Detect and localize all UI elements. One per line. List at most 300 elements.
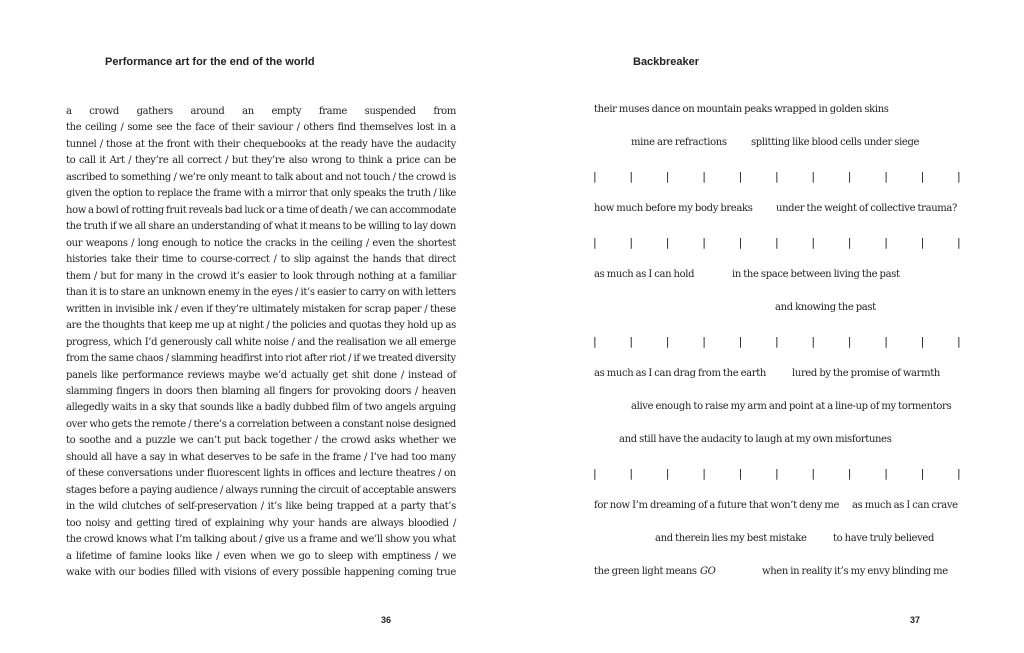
prose-word: lecture [359, 468, 393, 480]
prose-word: in [139, 402, 149, 414]
prose-word: death [320, 204, 348, 216]
prose-word: film [331, 402, 351, 414]
poem-text: their muses dance on mountain peaks wrapped in golden skins [594, 104, 889, 115]
prose-word: the [272, 320, 288, 332]
prose-word: how [66, 204, 86, 216]
prose-word: to [279, 270, 290, 282]
prose-word: show [385, 534, 410, 546]
prose-word: look [292, 270, 313, 282]
prose-word: like [194, 550, 212, 562]
prose-word: scrap [364, 303, 391, 315]
prose-word: the [300, 484, 316, 496]
prose-word: progress, [66, 336, 111, 348]
prose-line [66, 499, 456, 515]
prose-word: and [114, 435, 133, 447]
prose-word: we [118, 221, 133, 233]
prose-word: arguing [418, 402, 456, 414]
prose-poem [66, 104, 456, 582]
prose-word: filled [172, 567, 197, 579]
prose-word: if [206, 303, 213, 315]
prose-word: the [78, 501, 95, 513]
prose-word: what [149, 534, 173, 546]
prose-word: on [444, 468, 456, 480]
prose-line [66, 368, 456, 384]
prose-word: think [358, 155, 383, 167]
separator-bar: | [811, 335, 815, 348]
prose-word: for [119, 270, 134, 282]
prose-word: of [259, 567, 269, 579]
prose-word: are [351, 517, 367, 529]
prose-word: me [194, 320, 210, 332]
prose-word: at [377, 501, 388, 513]
prose-word: to [314, 550, 324, 562]
separator-bar: | [738, 335, 742, 348]
prose-word: what [432, 534, 456, 546]
prose-word: in [153, 385, 163, 397]
prose-word: we [442, 435, 456, 447]
prose-word: to [66, 435, 76, 447]
separator-bar: | [702, 170, 706, 183]
prose-word: bloodied [407, 517, 449, 529]
prose-word: to [109, 287, 119, 299]
prose-word: a [278, 204, 285, 216]
prose-word: all [263, 385, 276, 397]
separator-bar: | [702, 467, 706, 480]
prose-word: meant [230, 171, 261, 183]
prose-word: some [127, 122, 153, 134]
prose-word: wake [66, 567, 92, 579]
prose-word: heaven [421, 385, 456, 397]
prose-word: / [438, 468, 442, 480]
prose-word: a [88, 204, 94, 216]
poem-line [594, 401, 958, 417]
prose-word: have [370, 138, 394, 150]
prose-word: generously [159, 336, 213, 348]
prose-word: around [190, 106, 225, 117]
prose-line [66, 269, 456, 285]
prose-word: / [434, 550, 438, 562]
prose-word: conversations [106, 468, 173, 480]
prose-word: given [66, 188, 92, 200]
prose-line [66, 351, 456, 367]
prose-word: same [108, 353, 134, 365]
prose-word: it’s [267, 501, 282, 513]
poem-text: mine are refractions [631, 137, 727, 148]
separator-bar: | [884, 236, 888, 249]
prose-word: over [66, 418, 87, 430]
prose-word: clutches [121, 501, 162, 513]
prose-word: we [179, 435, 194, 447]
prose-word: crowd [416, 171, 446, 183]
separator-bar: | [775, 335, 779, 348]
prose-word: ultimately [251, 303, 300, 315]
prose-word: we [354, 204, 369, 216]
separator-bar: | [884, 335, 888, 348]
prose-word: / [273, 254, 277, 266]
prose-word: the [66, 122, 82, 134]
prose-word: truth [83, 221, 108, 233]
prose-word: on [387, 287, 400, 299]
prose-word: in [168, 451, 178, 463]
prose-word: the [317, 336, 334, 348]
prose-word: sounds [200, 402, 234, 414]
separator-bar: | [593, 170, 597, 183]
prose-line [66, 516, 456, 532]
prose-word: like [236, 402, 254, 414]
separator-bar: | [847, 236, 852, 249]
prose-word: of [309, 204, 319, 216]
prose-word: option [112, 188, 143, 200]
prose-word: emptiness [382, 550, 431, 562]
prose-word: / [364, 451, 368, 463]
poem-text: splitting like blood cells under siege [751, 137, 920, 148]
prose-word: a [140, 451, 147, 463]
prose-line [66, 153, 456, 169]
prose-word: at [397, 270, 407, 282]
prose-word: a [256, 402, 262, 414]
prose-word: we’ll [360, 534, 383, 546]
prose-word: a [267, 188, 274, 200]
prose-word: and [325, 171, 343, 183]
prose-line [66, 466, 456, 482]
prose-word: / [433, 188, 437, 200]
prose-word: the [90, 353, 107, 365]
prose-word: frame [332, 451, 361, 463]
prose-word: it [89, 287, 97, 299]
prose-word: of [201, 517, 211, 529]
prose-word: that [309, 188, 329, 200]
poem-line [594, 104, 958, 120]
prose-word: it [300, 221, 307, 233]
prose-word: should [66, 451, 98, 463]
prose-word: with [193, 138, 214, 150]
prose-word: lights [263, 468, 290, 480]
prose-word: / [219, 484, 223, 496]
prose-word: empty [271, 106, 302, 117]
prose-word: / [188, 418, 192, 430]
prose-line [66, 450, 456, 466]
prose-word: even [223, 550, 246, 562]
prose-word: all [134, 221, 146, 233]
prose-word: and [114, 517, 133, 529]
prose-word: frame [213, 188, 242, 200]
separator-bar: | [665, 467, 670, 480]
prose-word: the [321, 138, 338, 150]
prose-word: be [264, 451, 277, 463]
poem-text: as much as I can drag from the earth [594, 368, 766, 379]
prose-word: noise [263, 336, 289, 348]
prose-word: means [308, 221, 341, 233]
prose-word: we [442, 550, 456, 562]
prose-word: histories [66, 254, 107, 266]
prose-word: too [411, 451, 427, 463]
poem-line [594, 368, 958, 384]
prose-word: with [401, 287, 423, 299]
prose-word: up [212, 320, 225, 332]
prose-word: / [349, 204, 353, 216]
prose-word: diversity [415, 353, 456, 365]
prose-line [66, 565, 456, 581]
poem-line [594, 533, 958, 549]
prose-word: a [390, 501, 397, 513]
prose-word: riot [285, 353, 302, 365]
prose-line [66, 433, 456, 449]
prose-word: bodies [138, 567, 170, 579]
prose-word: explaining [214, 517, 265, 529]
prose-word: like [101, 369, 119, 381]
prose-word: eyes [271, 287, 293, 299]
prose-word: to [187, 254, 197, 266]
prose-word: provoking [332, 385, 381, 397]
prose-word: whether [398, 435, 439, 447]
prose-word: we’re [179, 171, 206, 183]
prose-word: that [178, 402, 198, 414]
poem-text: lured by the promise of warmth [792, 368, 940, 379]
prose-word: give [264, 534, 285, 546]
prose-word: panels [66, 369, 97, 381]
prose-word: doors [384, 385, 412, 397]
prose-word: suspended [364, 106, 416, 117]
poem-text: in the space between living the past [732, 269, 900, 280]
prose-word: riot [329, 353, 346, 365]
prose-word: / [99, 138, 103, 150]
separator-bar: | [957, 467, 961, 480]
separator-bar: | [847, 335, 852, 348]
prose-word: policies [290, 320, 327, 332]
prose-word: nothing [357, 270, 395, 282]
prose-word: we [362, 353, 376, 365]
prose-word: course-correct [200, 254, 270, 266]
prose-word: like [285, 501, 303, 513]
prose-word: replace [157, 188, 193, 200]
prose-word: of [120, 204, 130, 216]
prose-word: of [115, 550, 125, 562]
poem-line [594, 203, 958, 219]
prose-word: lost [416, 122, 434, 134]
poem-text: to have truly believed [833, 533, 935, 544]
prose-word: / [259, 534, 263, 546]
prose-word: easier [247, 270, 277, 282]
prose-word: to [145, 188, 155, 200]
prose-word: the [84, 320, 100, 332]
prose-word: / [260, 501, 264, 513]
separator-bar: | [593, 236, 597, 249]
prose-line [66, 532, 456, 548]
prose-word: frame [318, 106, 347, 117]
prose-line [66, 236, 456, 252]
prose-word: of [446, 369, 456, 381]
prose-word: a [334, 418, 341, 430]
prose-word: emerge [419, 336, 456, 348]
prose-word: for [315, 385, 330, 397]
prose-word: than [66, 287, 88, 299]
prose-line [66, 384, 456, 400]
prose-word: / [314, 435, 318, 447]
prose-word: every [272, 567, 299, 579]
prose-word: in [66, 501, 75, 513]
prose-word: constant [342, 418, 384, 430]
prose-word: what [180, 451, 205, 463]
prose-word: what [274, 221, 298, 233]
prose-word: time [161, 254, 184, 266]
poem-text: the green light means [594, 566, 697, 577]
prose-word: be [354, 221, 366, 233]
prose-word: an [147, 287, 160, 299]
prose-word: a [66, 550, 72, 562]
prose-word: reviews [187, 369, 225, 381]
prose-word: after [304, 353, 327, 365]
prose-word: instead [408, 369, 443, 381]
prose-word: ready [340, 138, 368, 150]
separator-bar: | [957, 170, 961, 183]
prose-word: party [400, 501, 426, 513]
prose-word: to [263, 171, 273, 183]
prose-word: to [200, 237, 211, 249]
prose-word: correct [187, 155, 222, 167]
separator-bar: | [629, 467, 633, 480]
prose-word: accommodate [389, 204, 456, 216]
prose-word: knows [116, 534, 147, 546]
prose-word: familiar [419, 270, 456, 282]
prose-word: themselves [359, 122, 413, 134]
prose-word: / [173, 171, 177, 183]
prose-word: crowd [340, 435, 371, 447]
prose-word: trapped [336, 501, 375, 513]
prose-word: wrong [311, 155, 342, 167]
prose-word: shortest [417, 237, 456, 249]
prose-word: the [396, 138, 413, 150]
poem-line [594, 269, 958, 285]
prose-word: truth [406, 188, 431, 200]
prose-word: talking [193, 534, 227, 546]
poem-line [594, 137, 958, 153]
prose-word: from [66, 353, 89, 365]
separator-bar: | [593, 467, 597, 480]
prose-word: go [298, 550, 311, 562]
prose-word: to [280, 254, 290, 266]
prose-word: into [264, 353, 283, 365]
prose-word: they’re [251, 155, 285, 167]
left-page-title: Performance art for the end of the world [105, 56, 315, 68]
prose-word: even [180, 303, 204, 315]
prose-word: badly [264, 402, 291, 414]
prose-word: always [225, 484, 258, 496]
prose-word: unknown [161, 287, 206, 299]
separator-bar: | [738, 170, 742, 183]
prose-word: doors [165, 385, 193, 397]
poem-line [594, 434, 958, 450]
prose-word: a [131, 484, 138, 496]
prose-word: is [98, 287, 107, 299]
prose-word: if [109, 221, 117, 233]
prose-word: had [390, 451, 409, 463]
prose-word: audacity [415, 138, 456, 150]
prose-word: mistaken [301, 303, 346, 315]
prose-word: ascribed [66, 171, 107, 183]
separator-bar: | [702, 335, 706, 348]
prose-word: invisible [115, 303, 155, 315]
prose-word: with [94, 567, 116, 579]
prose-word: slamming [171, 353, 218, 365]
separator-bar: | [920, 335, 924, 348]
prose-line [66, 104, 456, 120]
prose-word: our [66, 237, 83, 249]
prose-word: wild [97, 501, 118, 513]
prose-line [66, 318, 456, 334]
separator-bar: | [811, 170, 815, 183]
prose-word: of [218, 122, 228, 134]
prose-word: back [243, 435, 267, 447]
prose-word: allegedly [66, 402, 109, 414]
separator-bar: | [629, 236, 633, 249]
prose-word: face [195, 122, 215, 134]
prose-word: all [405, 336, 417, 348]
separator-bar: | [775, 236, 779, 249]
prose-word: actually [291, 369, 329, 381]
poem-text: for now I’m dreaming of a future that won’t deny me [594, 500, 840, 511]
separator-bar: | [847, 467, 852, 480]
separator-bar: | [847, 170, 852, 183]
prose-word: for [348, 303, 362, 315]
prose-word: the [66, 534, 82, 546]
prose-word: performance [122, 369, 184, 381]
prose-word: / [295, 287, 299, 299]
prose-word: chequebooks [243, 138, 306, 150]
prose-word: understanding [191, 221, 261, 233]
prose-word: their [231, 122, 255, 134]
prose-word: white [234, 336, 261, 348]
prose-word: tunnel [66, 138, 97, 150]
prose-word: direct [428, 254, 456, 266]
prose-word: and [297, 336, 316, 348]
prose-word: the [253, 287, 269, 299]
prose-word: enough [161, 237, 198, 249]
poem-text-emphasis: GO [700, 566, 716, 577]
prose-word: to [252, 451, 262, 463]
prose-word: gathers [136, 106, 173, 117]
prose-word: as [445, 320, 456, 332]
prose-word: to [348, 287, 358, 299]
prose-word: visions [224, 567, 257, 579]
prose-word: cracks [265, 237, 297, 249]
prose-word: but [231, 155, 248, 167]
prose-word: weapons [85, 237, 128, 249]
prose-word: at [135, 138, 145, 150]
prose-word: we [280, 550, 295, 562]
prose-line [66, 137, 456, 153]
prose-word: the [178, 270, 194, 282]
prose-word: through [316, 270, 355, 282]
prose-word: or [266, 204, 277, 216]
prose-word: fluorescent [206, 468, 261, 480]
prose-word: if [353, 353, 360, 365]
prose-word: price [395, 155, 420, 167]
prose-word: reveals [188, 204, 223, 216]
prose-word: enemy [207, 287, 240, 299]
prose-word: all [172, 155, 184, 167]
prose-word: the [147, 138, 164, 150]
prose-word: are [66, 320, 82, 332]
prose-word: down [429, 221, 456, 233]
prose-word: the [176, 122, 192, 134]
prose-word: find [337, 122, 356, 134]
prose-word: can’t [197, 435, 221, 447]
separator-bar: | [811, 467, 815, 480]
prose-word: the [66, 221, 82, 233]
prose-word: / [128, 155, 132, 167]
prose-word: frame [309, 534, 338, 546]
prose-word: and [328, 320, 347, 332]
